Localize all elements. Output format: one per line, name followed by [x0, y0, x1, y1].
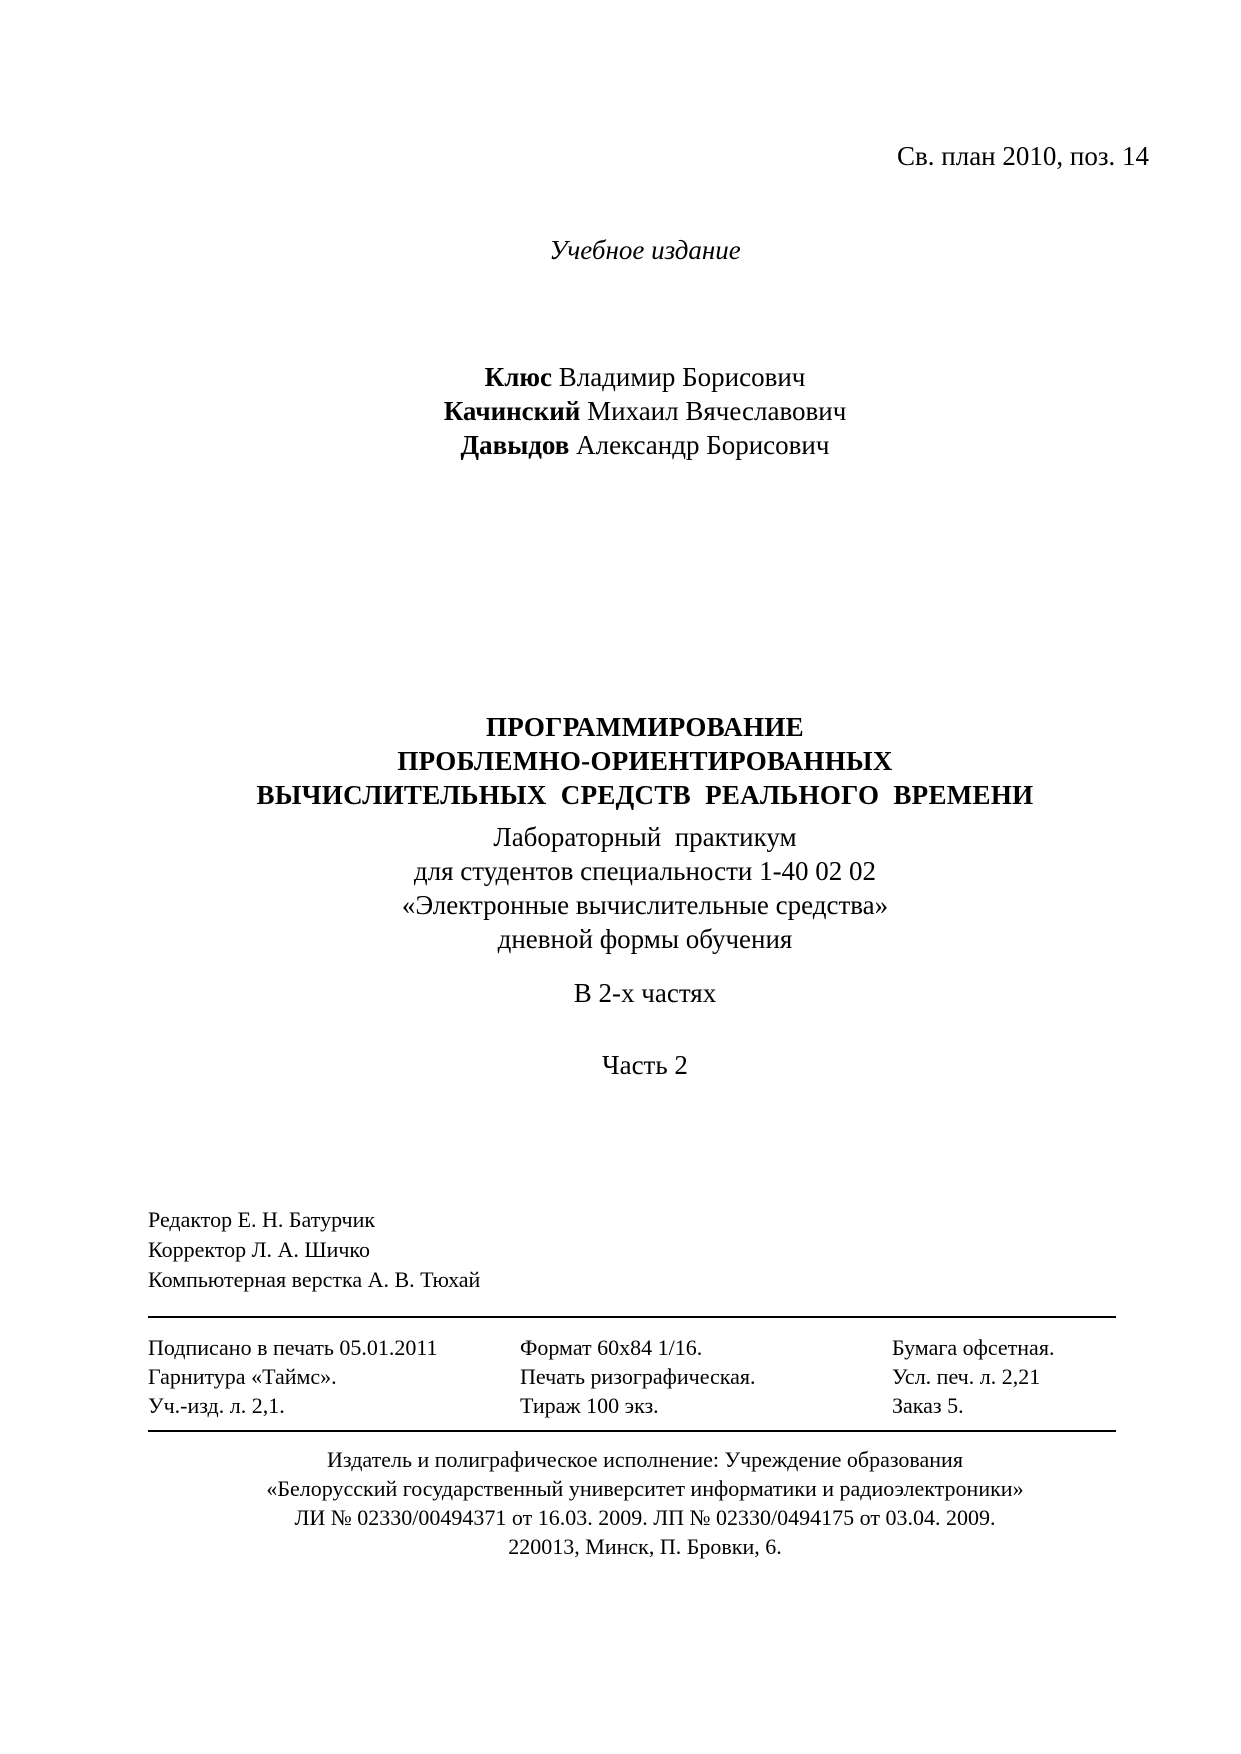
authors-block	[0, 360, 1241, 462]
divider-top	[148, 1316, 1116, 1318]
spec-item: Формат 60x84 1/16.	[520, 1335, 703, 1360]
subtitle-line: Лабораторный практикум	[493, 822, 797, 852]
subtitle-line: для студентов специальности 1-40 02 02	[413, 856, 877, 886]
subtitle-line: дневной формы обучения	[497, 924, 793, 954]
spec-item: Гарнитура «Таймс».	[148, 1364, 337, 1389]
author-surname: Клюс	[484, 362, 552, 392]
publisher-info	[0, 1445, 1241, 1561]
book-subtitle	[0, 820, 1241, 956]
divider-bottom	[148, 1430, 1116, 1432]
editorial-staff	[148, 1205, 480, 1295]
spec-item: Тираж 100 экз.	[520, 1393, 659, 1418]
author-line	[0, 394, 1241, 428]
spec-item: Заказ 5.	[892, 1393, 964, 1418]
author-line	[0, 360, 1241, 394]
publisher-line: «Белорусский государственный университет информатики и радиоэлектроники»	[266, 1476, 1024, 1501]
edition-type: Учебное издание	[549, 235, 741, 265]
author-surname: Качинский	[443, 396, 581, 426]
plan-position: Св. план 2010, поз. 14	[897, 141, 1149, 171]
publisher-line: Издатель и полиграфическое исполнение: Учреждение образования	[327, 1447, 963, 1472]
author-given-name: Александр Борисович	[576, 430, 830, 460]
author-surname: Давыдов	[460, 430, 570, 460]
author-line	[0, 428, 1241, 462]
specs-column-1	[148, 1333, 438, 1420]
title-line: ПРОБЛЕМНО-ОРИЕНТИРОВАННЫХ	[397, 746, 893, 776]
part-number: Часть 2	[602, 1050, 688, 1080]
subtitle-line: «Электронные вычислительные средства»	[401, 890, 889, 920]
title-line: ВЫЧИСЛИТЕЛЬНЫХ СРЕДСТВ РЕАЛЬНОГО ВРЕМЕНИ	[256, 780, 1034, 810]
staff-layout: Компьютерная верстка А. В. Тюхай	[148, 1267, 481, 1292]
author-given-name: Владимир Борисович	[558, 362, 806, 392]
publisher-address: 220013, Минск, П. Бровки, 6.	[508, 1534, 782, 1559]
staff-editor: Редактор Е. Н. Батурчик	[148, 1207, 376, 1232]
spec-item: Уч.-изд. л. 2,1.	[148, 1393, 285, 1418]
author-given-name: Михаил Вячеславович	[587, 396, 847, 426]
spec-item: Подписано в печать 05.01.2011	[148, 1335, 438, 1360]
specs-column-2	[520, 1333, 756, 1420]
title-line: ПРОГРАММИРОВАНИЕ	[486, 712, 804, 742]
parts-count: В 2-х частях	[573, 978, 717, 1008]
spec-item: Бумага офсетная.	[892, 1335, 1055, 1360]
spec-item: Печать ризографическая.	[520, 1364, 756, 1389]
spec-item: Усл. печ. л. 2,21	[892, 1364, 1041, 1389]
publisher-line: ЛИ № 02330/00494371 от 16.03. 2009. ЛП № 02330/0494175 от 03.04. 2009.	[294, 1505, 996, 1530]
book-title	[0, 710, 1241, 812]
staff-corrector: Корректор Л. А. Шичко	[148, 1237, 370, 1262]
specs-column-3	[892, 1333, 1054, 1420]
